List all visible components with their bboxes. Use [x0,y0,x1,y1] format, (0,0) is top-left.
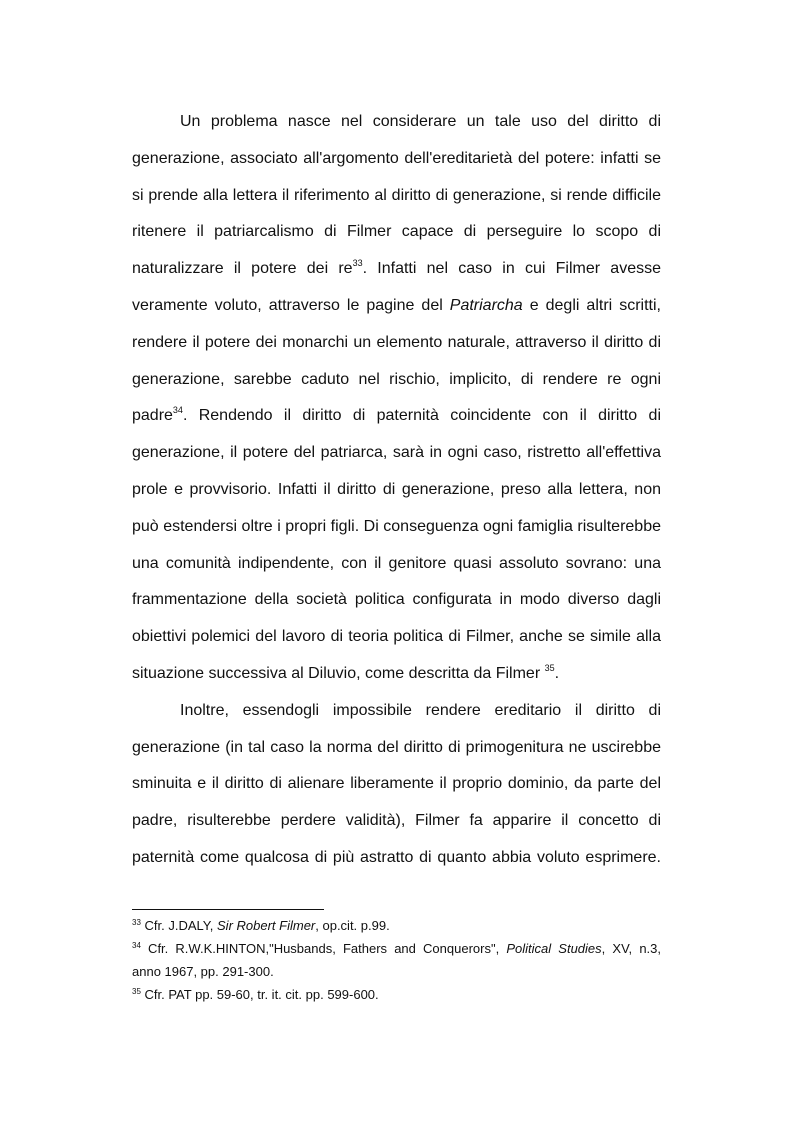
footnote-number: 33 [132,918,141,927]
footnotes [132,914,661,1006]
text-run: . Infatti nel caso in cui Filmer avesse veramente voluto, attraverso le pagine del [132,260,662,314]
footnote-divider [132,909,324,910]
body-text [132,104,661,877]
footnote-number: 34 [132,941,141,950]
footnote-ref-34: 34 [172,405,183,416]
footnote-title: Political Studies [506,941,602,956]
book-title: Patriarcha [449,296,523,314]
text-run: . Rendendo il diritto di paternità coincidente con il diritto di generazione, il potere del patriarca, sarà in ogni caso, ristretto all'effettiva prole e provvisorio. Infatti il diritto di generazione, preso alla lettera, non può estendersi oltre i propri figli. Di conseguenza ogni famiglia risulterebbe una comunità indipendente, con il genitore quasi assoluto sovrano: una frammentazione della società politica configurata in modo diverso dagli obiettivi polemici del lavoro di teoria politica di Filmer, anche se simile alla situazione successiva al Diluvio, come descritta da Filmer [132,407,661,682]
footnote-33 [132,914,661,937]
text-run: . [554,664,560,682]
footnote-text: Cfr. PAT pp. 59-60, tr. it. cit. pp. 599-600. [140,987,379,1002]
footnote-text: , op.cit. p.99. [315,918,390,933]
footnote-ref-35: 35 [544,662,555,673]
paragraph-1 [132,104,661,693]
footnote-34 [132,937,661,983]
footnote-text: Cfr. J.DALY, [140,918,218,933]
paragraph-2: Inoltre, essendogli impossibile rendere ereditario il diritto di generazione (in tal caso la norma del diritto di primogenitura ne uscirebbe sminuita e il diritto di alienare liberamente il proprio dominio, da parte del padre, risulterebbe perdere validità), Filmer fa apparire il concetto di paternità come qualcosa di più astratto di quanto abbia voluto esprimere. [132,701,661,866]
footnote-ref-33: 33 [352,258,363,269]
text-run: Un problema nasce nel considerare un tale uso del diritto di generazione, associato all'argomento dell'ereditarietà del potere: infatti se si prende alla lettera il riferimento al diritto di generazione, si rende difficile ritenere il patriarcalismo di Filmer capace di perseguire lo scopo di naturalizzare il potere dei re [132,113,661,278]
footnote-title: Sir Robert Filmer [217,918,316,933]
footnote-number: 35 [132,987,141,996]
footnote-35 [132,983,661,1006]
footnote-text: Cfr. R.W.K.HINTON,"Husbands, Fathers and Conquerors", [140,941,507,956]
footnote-text: , XV, n.3, anno 1967, pp. 291-300. [132,941,662,979]
text-run: e degli altri scritti, rendere il potere dei monarchi un elemento naturale, attraverso il diritto di generazione, sarebbe caduto nel rischio, implicito, di rendere re ogni padre [132,296,661,425]
